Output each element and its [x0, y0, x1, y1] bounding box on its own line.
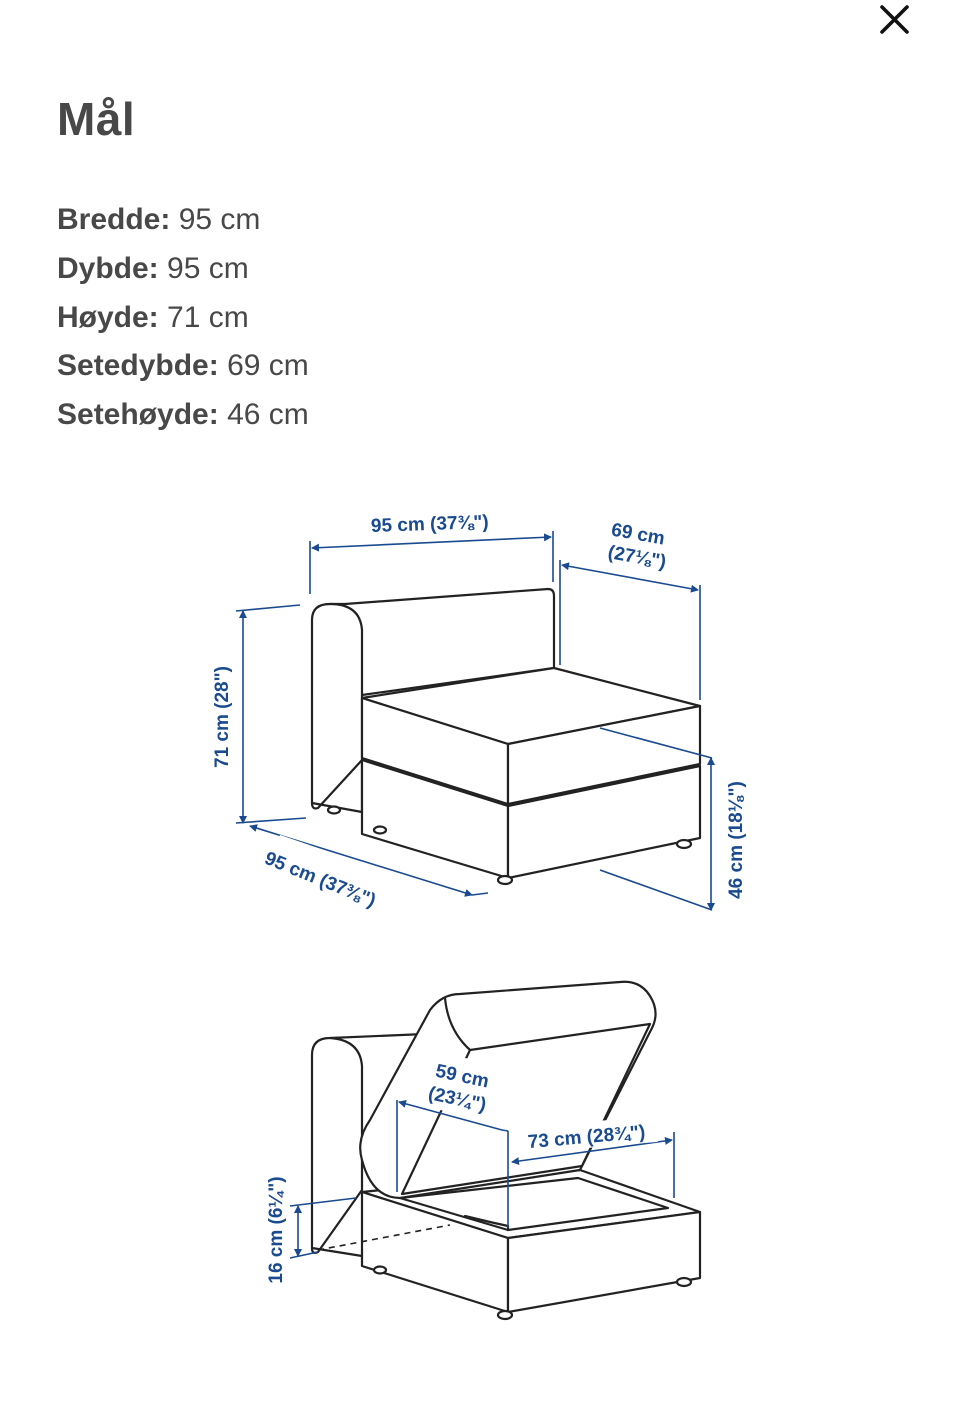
spec-value: 69 cm	[227, 349, 309, 383]
spec-value: 71 cm	[167, 300, 249, 334]
spec-value: 95 cm	[178, 203, 261, 236]
bottom-storage-depth-cm-label: 59 cm	[433, 1060, 491, 1093]
top-depth-label: 95 cm (37⅜")	[261, 848, 379, 912]
spec-label: Bredde:	[57, 203, 171, 236]
chair-illustration	[312, 589, 700, 884]
spec-label: Setedybde:	[57, 349, 219, 383]
page-title: Mål	[57, 93, 136, 145]
spec-label: Setehøyde:	[57, 398, 219, 432]
bottom-storage-width-label: 73 cm (28¾")	[526, 1121, 647, 1154]
spec-label: Dybde:	[57, 251, 159, 285]
top-seat-depth-cm-label: 69 cm	[609, 519, 667, 550]
spec-label: Høyde:	[57, 300, 159, 334]
spec-value: 95 cm	[167, 251, 249, 285]
top-seat-height-label: 46 cm (18⅛")	[726, 781, 747, 899]
top-width-label: 95 cm (37⅜")	[370, 511, 490, 538]
storage-illustration	[312, 982, 700, 1319]
top-height-label: 71 cm (28")	[212, 666, 233, 768]
spec-value: 46 cm	[227, 398, 309, 432]
bottom-storage-height-label: 16 cm (6¼")	[266, 1176, 287, 1284]
bottom-storage-depth-in-label: (23¼")	[426, 1083, 489, 1116]
top-seat-depth-in-label: (27⅛")	[606, 542, 668, 574]
